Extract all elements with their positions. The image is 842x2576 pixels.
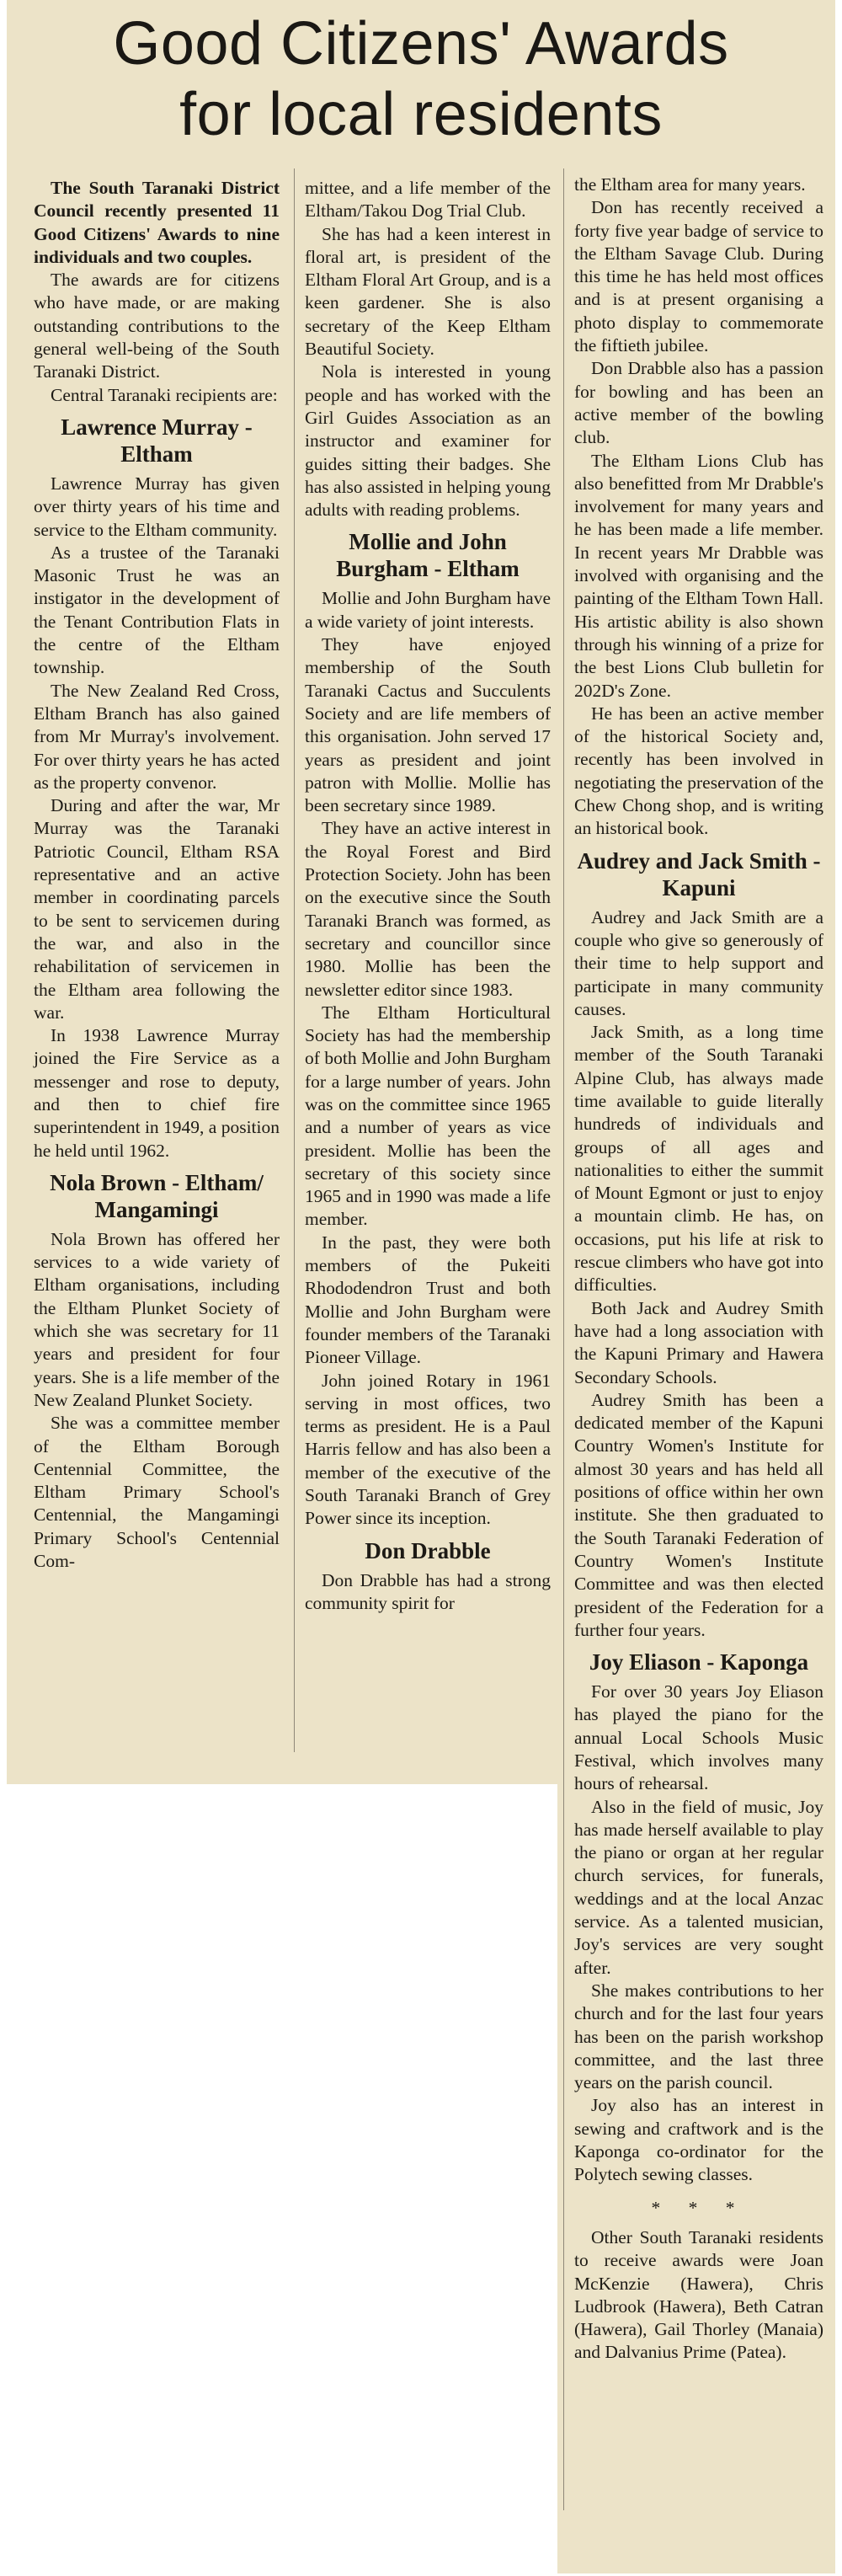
paragraph: Other South Taranaki residents to receive awards were Joan McKenzie (Hawera), Chris Ludbrook (Hawera), Beth Catran (Hawera), Gail Thorley (Manaia) and Dalvanius Prime (Patea). bbox=[574, 2226, 823, 2363]
article-column-3 bbox=[574, 174, 823, 2365]
paragraph: They have enjoyed membership of the South Taranaki Cactus and Succulents Society and are life members of this organisation. John served 17 years as president and joint patron with Mollie. Mollie has been secretary since 1989. bbox=[305, 634, 551, 816]
paragraph: The New Zealand Red Cross, Eltham Branch has also gained from Mr Murray's involvement. For over thirty years he has acted as the property convenor. bbox=[34, 680, 280, 793]
paragraph: Nola is interested in young people and has worked with the Girl Guides Association as an instructor and examiner for guides sitting their badges. She has also assisted in helping young adults with reading problems. bbox=[305, 361, 552, 521]
paragraph: She makes contributions to her church and for the last four years has been on the parish workshop committee, and the last three years on the parish council. bbox=[574, 1980, 823, 2093]
paragraph: They have an active interest in the Royal Forest and Bird Protection Society. John has been on the executive since the South Taranaki Branch was formed, as secretary and councillor since 1980. Mollie has been the newsletter editor since 1983. bbox=[305, 818, 551, 1000]
paragraph: In the past, they were both members of the Pukeiti Rhododendron Trust and both Mollie and John Burgham were founder members of the Taranaki Pioneer Village. bbox=[305, 1232, 551, 1368]
paragraph: John joined Rotary in 1961 serving in most offices, two terms as president. He is a Paul Harris fellow and has also been a member of the executive of the South Taranaki Branch of Grey Power since its inception. bbox=[305, 1370, 551, 1529]
column-rule bbox=[294, 168, 295, 1752]
paragraph: He has been an active member of the historical Society and, recently has been involved in negotiating the preservation of the Chew Chong shop, and is writing an historical book. bbox=[574, 703, 823, 839]
headline-line-1: Good Citizens' Awards bbox=[113, 10, 729, 77]
section-heading: Audrey and Jack Smith - Kapuni bbox=[577, 847, 821, 901]
headline bbox=[7, 8, 835, 150]
article-column-2 bbox=[305, 177, 551, 1615]
paragraph: Nola Brown has offered her services to a wide variety of Eltham organisations, including the Eltham Plunket Society of which she was secretary for 11 years and president for four years. She is a life member of the New Zealand Plunket Society. bbox=[34, 1228, 280, 1410]
paragraph: During and after the war, Mr Murray was the Taranaki Patriotic Council, Eltham RSA representative and an active member in coordinating parcels to be sent to servicemen during the war, and also in the rehabilitation of servicemen in the Eltham area following the war. bbox=[34, 795, 280, 1023]
lead-paragraph: The South Taranaki District Council recently presented 11 Good Citizens' Awards to nine individuals and two couples. bbox=[34, 178, 280, 267]
section-heading: Joy Eliason - Kaponga bbox=[589, 1649, 809, 1675]
paragraph: the Eltham area for many years. bbox=[574, 174, 806, 195]
section-separator: * * * bbox=[651, 2197, 747, 2218]
paragraph: Mollie and John Burgham have a wide variety of joint interests. bbox=[305, 588, 551, 632]
paragraph: She has had a keen interest in floral art, is president of the Eltham Floral Art Group, and is a keen gardener. She is also secretary of the Keep Eltham Beautiful Society. bbox=[305, 223, 551, 360]
paragraph: Audrey and Jack Smith are a couple who give so generously of their time to help support and participate in many community causes. bbox=[574, 906, 823, 1019]
paragraph: The awards are for citizens who have made, or are making outstanding contributions to the general well-being of the South Taranaki District. bbox=[34, 270, 280, 382]
paragraph: Don Drabble has had a strong community spirit for bbox=[305, 1569, 551, 1613]
paragraph: In 1938 Lawrence Murray joined the Fire Service as a messenger and rose to deputy, and then to chief fire superintendent in 1949, a position he held until 1962. bbox=[34, 1025, 280, 1161]
article-column-1 bbox=[34, 177, 280, 1573]
paragraph: The Eltham Lions Club has also benefitted from Mr Drabble's involvement for many years and he has been made a life member. In recent years Mr Drabble was involved with organising and the painting of the Eltham Town Hall. His artistic ability is also shown through his winning of a prize for the best Lions Club bulletin for 202D's Zone. bbox=[574, 450, 823, 701]
paragraph: Don has recently received a forty five year badge of service to the Eltham Savage Club. During this time he has held most offices and is at present organising a photo display to commemorate the fiftieth jubilee. bbox=[574, 197, 823, 356]
paragraph: Joy also has an interest in sewing and craftwork and is the Kaponga co-ordinator for the Polytech sewing classes. bbox=[574, 2095, 823, 2185]
paragraph: She was a committee member of the Eltham Borough Centennial Committee, the Eltham Primary School's Centennial, the Mangamingi Primary School's Centennial Com- bbox=[34, 1413, 280, 1572]
paragraph: The Eltham Horticultural Society has had the membership of both Mollie and John Burgham for a large number of years. John was on the committee since 1965 and a number of years as vice president. Mollie has been the secretary of this society since 1965 and in 1990 was made a life member. bbox=[305, 1002, 551, 1230]
paragraph: Jack Smith, as a long time member of the South Taranaki Alpine Club, has always made time available to guide literally hundreds of individuals and groups of all ages and nationalities to either the summit of Mount Egmont or just to enjoy a mountain climb. He has, on occasions, put his life at risk to rescue climbers who have got into difficulties. bbox=[574, 1022, 823, 1296]
paragraph: Central Taranaki recipients are: bbox=[51, 384, 278, 405]
paragraph: Both Jack and Audrey Smith have had a long association with the Kapuni Primary and Hawera Secondary Schools. bbox=[574, 1297, 823, 1387]
section-heading: Nola Brown - Eltham/ Mangamingi bbox=[50, 1169, 264, 1222]
paragraph: mittee, and a life member of the Eltham/Takou Dog Trial Club. bbox=[305, 178, 551, 222]
headline-line-2: for local residents bbox=[179, 81, 663, 148]
section-heading: Lawrence Murray - Eltham bbox=[61, 414, 253, 467]
paragraph: Lawrence Murray has given over thirty years of his time and service to the Eltham community. bbox=[34, 473, 280, 540]
column-rule bbox=[563, 168, 564, 2510]
paragraph: For over 30 years Joy Eliason has played the piano for the annual Local Schools Music Festival, which involves many hours of rehearsal. bbox=[574, 1681, 823, 1794]
section-heading: Mollie and John Burgham - Eltham bbox=[336, 529, 520, 582]
paragraph: As a trustee of the Taranaki Masonic Trust he was an instigator in the development of the Tenant Contribution Flats in the centre of the Eltham township. bbox=[34, 542, 280, 678]
paragraph: Also in the field of music, Joy has made herself available to play the piano or organ at her regular church services, for funerals, weddings and at the local Anzac service. As a talented musician, Joy's services are very sought after. bbox=[574, 1796, 823, 1978]
paragraph: Don Drabble also has a passion for bowling and has been an active member of the bowling club. bbox=[574, 358, 823, 448]
paragraph: Audrey Smith has been a dedicated member of the Kapuni Country Women's Institute for almost 30 years and has held all positions of office within her own institute. She then graduated to the South Taranaki Federation of Country Women's Institute Committee and was then elected president of the Federation for a further four years. bbox=[574, 1389, 823, 1640]
section-heading: Don Drabble bbox=[365, 1537, 491, 1563]
